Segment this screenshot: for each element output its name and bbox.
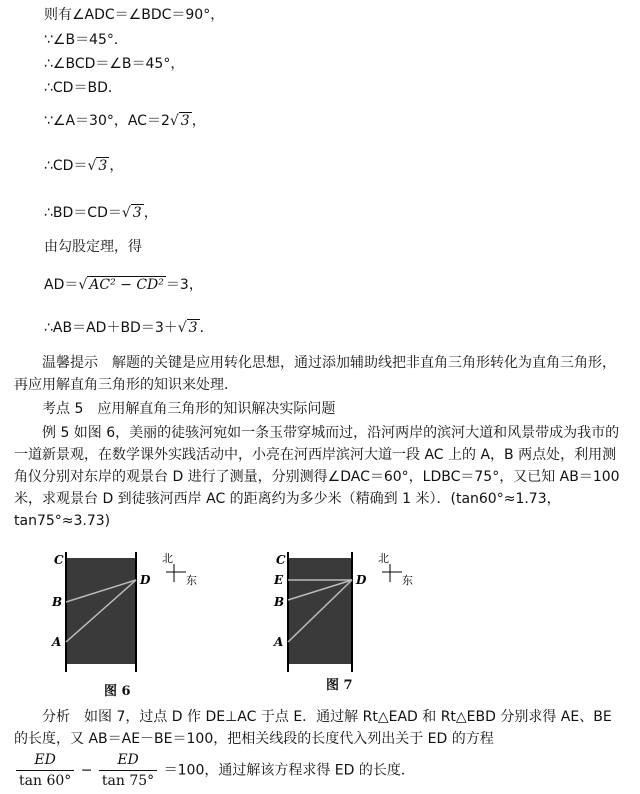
sqrt-symbol: √ AC² − CD² — [78, 277, 164, 293]
line-2: ∵∠B＝45°． — [44, 32, 128, 48]
sqrt-symbol: √ 3 — [177, 320, 198, 336]
fraction-1: $\frac{ED}{\tan 60^\circ}$ — [16, 750, 74, 791]
line-10: ∴AB＝AD＋BD＝3＋√ 3 ． — [44, 320, 214, 336]
label-b: B — [274, 595, 285, 609]
line-7: ∴BD＝CD＝√ 3 ， — [44, 205, 158, 221]
figure-6 — [40, 548, 200, 698]
line-1: 则有∠ADC＝∠BDC＝90°， — [44, 7, 225, 23]
analysis-paragraph: 分析 如图 7，过点 D 作 DE⊥AC 于点 E．通过解 Rt△EAD 和 Rt△EBD 分别求得 AE、BE 的长度，又 AB＝AE－BE＝100，把相关线段的长度代入列出关于 ED 的方程 — [14, 709, 612, 747]
label-c: C — [54, 553, 64, 567]
line-4: ∴CD＝BD． — [44, 80, 122, 96]
label-a: A — [52, 635, 62, 649]
north-label: 北 — [378, 552, 389, 565]
north-label: 北 — [162, 552, 173, 565]
line-9: AD＝√ AC² − CD² ＝3， — [44, 277, 203, 293]
east-label: 东 — [186, 574, 197, 587]
line-8: 由勾股定理，得 — [44, 239, 142, 255]
label-d: D — [356, 573, 367, 587]
figure-6-caption: 图 6 — [104, 684, 131, 699]
east-label: 东 — [402, 574, 413, 587]
sqrt-symbol: √ 3 — [169, 113, 190, 129]
example-paragraph: 例 5 如图 6，美丽的徒骇河宛如一条玉带穿城而过，沿河两岸的滨河大道和风景带成为我市的一道新景观，在数学课外实践活动中，小亮在河西岸滨河大道一段 AC 上的 A，B 两点处，利用测角仪分别对东岸的观景台 D 进行了测量，分别测得∠DAC＝60°，LDBC＝75°，又已知 AB＝100 米，求观景台 D 到徒骇河西岸 AC 的距离约为多少米（精确到 1 米）．(tan60°≈1.73，tan75°≈3.73) — [14, 425, 620, 529]
label-c: C — [276, 553, 286, 567]
fraction-2: $\frac{ED}{\tan 75^\circ}$ — [99, 750, 157, 791]
line-6: ∴CD＝√ 3 ， — [44, 158, 124, 174]
label-a: A — [274, 635, 284, 649]
tip-paragraph: 温馨提示 解题的关键是应用转化思想，通过添加辅助线把非直角三角形转化为直角三角形，再应用解直角三角形的知识来处理． — [14, 355, 616, 393]
figure-7-diagram — [262, 548, 432, 678]
line-3: ∴∠BCD＝∠B＝45°， — [44, 56, 185, 72]
equation-line — [14, 750, 415, 791]
label-d: D — [140, 573, 151, 587]
label-b: B — [52, 595, 63, 609]
line-5: ∵∠A＝30°，AC＝2√ 3 ， — [44, 113, 206, 129]
label-e: E — [274, 573, 284, 587]
sqrt-symbol: √ 3 — [87, 158, 108, 174]
figure-6-diagram — [40, 548, 200, 678]
equation-tail: ＝100，通过解该方程求得 ED 的长度． — [163, 762, 415, 779]
minus-sign: − — [80, 762, 93, 779]
figure-7-caption: 图 7 — [326, 678, 353, 693]
sqrt-symbol: √ 3 — [121, 205, 142, 221]
section-heading: 考点 5 应用解直角三角形的知识解决实际问题 — [42, 401, 336, 417]
